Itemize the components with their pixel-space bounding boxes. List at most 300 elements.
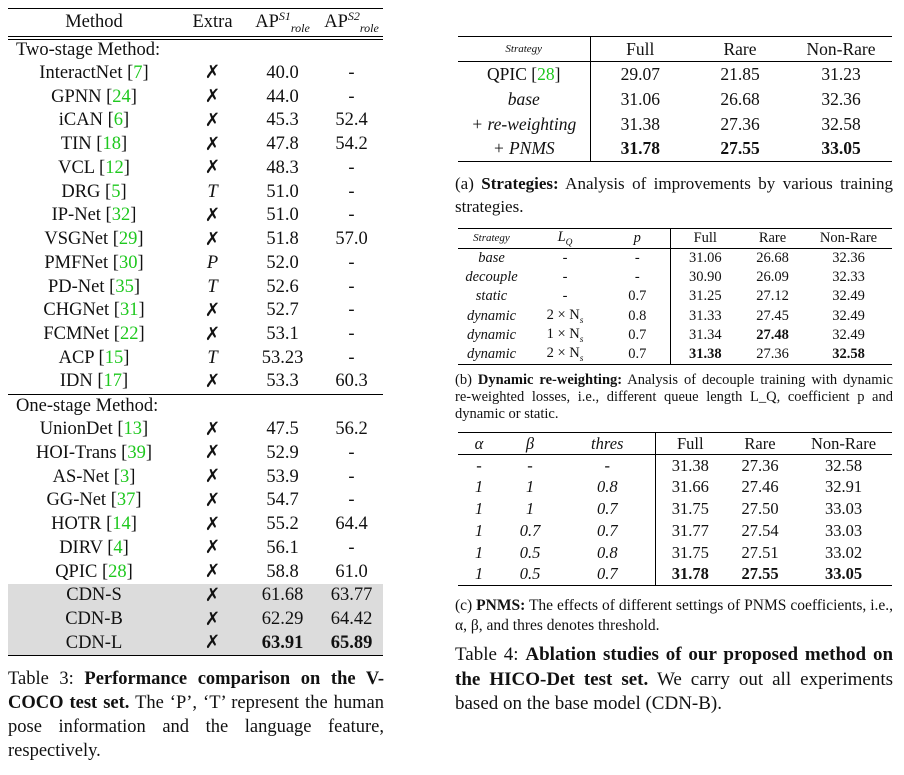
table-body <box>458 248 892 364</box>
method-cell: PMFNet [30] <box>44 252 144 273</box>
citation-link[interactable]: 24 <box>112 86 131 107</box>
citation-link[interactable]: 31 <box>119 300 139 321</box>
citation-link[interactable]: 39 <box>127 442 146 463</box>
table-row <box>8 537 383 561</box>
ap-s1-cell: 58.8 <box>266 561 299 582</box>
alpha-cell: 1 <box>474 520 484 540</box>
method-name: VCL <box>58 157 95 178</box>
strategy-name: base <box>507 88 540 109</box>
table-row <box>458 287 892 306</box>
thres-cell: 0.7 <box>560 563 655 585</box>
method-cell: DIRV [4] <box>59 537 129 558</box>
p-cell: 0.7 <box>605 326 670 345</box>
table-row <box>8 157 383 181</box>
method-name: TIN <box>60 134 92 155</box>
method-cell: PD-Net [35] <box>48 276 140 297</box>
caption-bold: Dynamic re-weighting: <box>477 372 623 388</box>
ap-s1-cell: 53.3 <box>266 371 299 392</box>
ap-s2-cell: - <box>348 324 355 345</box>
caption-text: Analysis of decouple training with dynamic re-weighted losses, i.e., different queue length L_Q, coefficient p and dynamic or static. <box>455 372 893 422</box>
caption-bold: Strategies: <box>481 174 559 193</box>
full-cell: 29.07 <box>620 63 660 84</box>
table3-caption <box>8 667 384 763</box>
thres-cell: 0.8 <box>560 476 655 498</box>
section-title: Two-stage Method: <box>16 40 161 61</box>
table-b-caption <box>455 372 893 423</box>
table-row <box>8 489 383 513</box>
strategy-cell: dynamic <box>466 327 517 344</box>
ap-s1-cell: 51.0 <box>266 205 299 226</box>
beta-cell: 1 <box>525 477 535 497</box>
method-cell: AS-Net [3] <box>52 466 136 487</box>
table-row <box>8 62 383 86</box>
sub-role: role <box>359 20 379 35</box>
method-name: ACP <box>58 347 94 368</box>
extra-cell: ✗ <box>204 514 221 535</box>
header-nonrare: Non-Rare <box>806 38 876 59</box>
ap-s1-cell: 51.8 <box>266 229 299 250</box>
beta-cell: - <box>527 455 533 475</box>
rare-cell: 27.50 <box>741 498 779 518</box>
method-cell: DRG [5] <box>61 181 127 202</box>
nonrare-cell: 32.58 <box>821 113 861 134</box>
strategy-name: + re-weighting <box>471 113 577 134</box>
nonrare-cell: 32.49 <box>832 327 865 344</box>
extra-cell: ✗ <box>204 562 221 583</box>
citation-link[interactable]: 30 <box>118 252 138 273</box>
rare-cell: 27.36 <box>720 113 760 134</box>
thres-cell: 0.8 <box>560 542 655 564</box>
alpha-cell: 1 <box>474 477 484 497</box>
header-row <box>458 433 892 455</box>
rare-cell: 27.48 <box>756 327 789 344</box>
extra-cell: ✗ <box>204 371 221 392</box>
p-cell: 0.8 <box>605 307 670 326</box>
method-name: GG-Net <box>46 490 107 511</box>
table-row <box>8 252 383 276</box>
full-cell: 31.77 <box>671 520 709 540</box>
ap-s2-cell: 60.3 <box>335 371 368 392</box>
method-cell: TIN [18] <box>60 134 128 155</box>
ap-s1-cell: 53.23 <box>261 347 304 368</box>
sup-s2: S2 <box>347 9 360 23</box>
citation-link[interactable]: 5 <box>111 181 121 202</box>
extra-cell: ✗ <box>204 110 221 131</box>
nonrare-cell: 33.05 <box>824 564 863 584</box>
header-nonrare: Non-Rare <box>810 433 877 453</box>
beta-cell: 0.7 <box>519 520 541 540</box>
table-row <box>8 608 383 632</box>
method-name: InteractNet <box>39 62 123 83</box>
nonrare-cell: 32.33 <box>832 268 865 285</box>
extra-cell: ✗ <box>180 632 245 656</box>
ap-s1-cell: 54.7 <box>266 490 299 511</box>
citation-link[interactable]: 6 <box>113 110 124 131</box>
method-cell: iCAN [6] <box>58 110 130 131</box>
ap-s1-cell: 52.9 <box>266 442 299 463</box>
table-row <box>8 442 383 466</box>
ap-s2-cell: - <box>348 252 355 273</box>
strategy-name: + PNMS <box>492 138 555 159</box>
rare-cell: 27.45 <box>756 307 789 324</box>
extra-cell: ✗ <box>204 134 221 155</box>
table-row <box>458 520 892 542</box>
ap-s1-cell: 51.0 <box>266 181 299 202</box>
ap-s2-cell: 54.2 <box>335 134 368 155</box>
table-row <box>8 370 383 394</box>
table-row <box>8 584 383 608</box>
lq-value: 1 × N <box>546 326 580 343</box>
full-cell: 31.25 <box>688 288 722 305</box>
caption-label: (b) <box>455 372 472 388</box>
strategy-cell: decouple <box>465 268 518 285</box>
citation-link[interactable]: 28 <box>537 63 555 84</box>
ap-s2-cell: - <box>348 276 355 297</box>
table-row <box>8 465 383 489</box>
method-cell: CHGNet [31] <box>43 300 145 321</box>
ap-s1-cell: 55.2 <box>266 514 299 535</box>
ap-s1-cell: 62.29 <box>245 608 320 632</box>
extra-cell: ✗ <box>180 584 245 608</box>
ap-s2-cell: - <box>348 537 355 558</box>
caption-text: We carry out all experiments based on the base model (CDN-B). <box>455 668 893 714</box>
strategy-cell: dynamic <box>466 346 517 363</box>
p-cell: - <box>605 268 670 287</box>
full-cell: 31.38 <box>688 346 722 363</box>
lq-value: - <box>562 249 568 266</box>
rare-cell: 27.36 <box>756 346 789 363</box>
header-beta: β <box>525 433 535 453</box>
table-row <box>8 632 383 656</box>
rare-cell: 27.51 <box>741 542 779 562</box>
full-cell: 31.06 <box>620 88 660 109</box>
method-name: CDN-L <box>65 632 123 653</box>
method-name: VSGNet <box>44 229 109 250</box>
table-row <box>8 275 383 299</box>
extra-cell: T <box>207 181 218 202</box>
nonrare-cell: 33.05 <box>821 138 861 159</box>
citation-link[interactable]: 3 <box>119 466 130 487</box>
ap-s2-cell: - <box>348 442 355 463</box>
table-row <box>458 498 892 520</box>
rare-cell: 27.46 <box>741 477 779 497</box>
nonrare-cell: 32.58 <box>832 346 865 363</box>
table-row <box>8 299 383 323</box>
ap-s1-cell: 45.3 <box>266 110 299 131</box>
p-cell: 0.7 <box>605 345 670 364</box>
extra-cell: ✗ <box>204 63 221 84</box>
header-lq <box>525 229 605 249</box>
method-cell: HOI-Trans [39] <box>36 442 152 463</box>
strategy-name: QPIC <box>487 63 527 84</box>
table-row <box>458 476 892 498</box>
beta-cell: 1 <box>525 498 535 518</box>
ap-s2-cell: 56.2 <box>335 419 368 440</box>
citation-link[interactable]: 35 <box>115 276 134 297</box>
table-row <box>8 85 383 109</box>
citation-link[interactable]: 4 <box>113 537 123 558</box>
lq-cell <box>525 248 605 267</box>
table-row <box>458 563 892 585</box>
ap-s1-cell: 53.1 <box>266 324 299 345</box>
nonrare-cell: 32.49 <box>832 307 865 324</box>
ap-s1-cell: 52.6 <box>266 276 299 297</box>
extra-cell: T <box>207 347 218 368</box>
rare-cell: 27.55 <box>720 138 760 159</box>
extra-cell: ✗ <box>204 324 221 345</box>
table4-caption <box>455 643 893 717</box>
method-name: iCAN <box>58 110 103 131</box>
table-row <box>458 112 892 137</box>
lq-value: - <box>562 288 568 305</box>
lq-subscript: s <box>579 335 584 346</box>
citation-link[interactable]: 28 <box>108 561 127 582</box>
full-cell: 31.33 <box>688 307 722 324</box>
method-name: CHGNet <box>43 300 110 321</box>
table-body <box>458 455 892 586</box>
ap-s1-cell: 61.68 <box>245 584 320 608</box>
header-nonrare: Non-Rare <box>819 229 878 246</box>
method-name: CDN-S <box>66 585 122 606</box>
rare-cell: 27.54 <box>741 520 779 540</box>
strategies-table <box>458 36 892 162</box>
extra-cell: ✗ <box>204 419 221 440</box>
ap-s1-cell: 56.1 <box>266 537 299 558</box>
ap-s2-cell: 61.0 <box>335 561 368 582</box>
nonrare-cell: 31.23 <box>821 63 861 84</box>
method-name: UnionDet <box>39 419 113 440</box>
full-cell: 30.90 <box>688 268 722 285</box>
citation-link[interactable]: 12 <box>105 157 124 178</box>
lq-cell <box>525 268 605 287</box>
lq-cell <box>525 345 605 364</box>
ap-s2-cell: - <box>348 205 355 226</box>
lq-value: 2 × N <box>546 306 580 323</box>
alpha-cell: 1 <box>474 542 484 562</box>
method-cell: UnionDet [13] <box>39 419 149 440</box>
nonrare-cell: 32.36 <box>821 88 861 109</box>
table-row <box>458 326 892 345</box>
citation-link[interactable]: 22 <box>119 324 139 345</box>
method-cell <box>8 584 180 608</box>
extra-cell: ✗ <box>204 205 221 226</box>
citation-link[interactable]: 7 <box>133 62 143 83</box>
pnms-table <box>458 432 892 586</box>
caption-text: Analysis of improvements by various training strategies. <box>455 174 894 216</box>
nonrare-cell: 32.36 <box>832 249 865 266</box>
alpha-cell: 1 <box>474 564 484 584</box>
nonrare-cell: 32.58 <box>824 455 863 475</box>
strategy-cell <box>458 112 590 137</box>
caption-bold: Performance comparison on the V-COCO test set. <box>8 669 385 713</box>
header-row <box>8 9 383 38</box>
extra-cell: ✗ <box>204 538 221 559</box>
table-row <box>8 109 383 133</box>
method-name: FCMNet <box>43 324 110 345</box>
ap-s2-cell: 64.4 <box>335 514 368 535</box>
method-name: QPIC <box>55 561 98 582</box>
ap-s2-cell: - <box>348 181 355 202</box>
header-ap-s2 <box>320 9 383 38</box>
table-row <box>8 513 383 537</box>
method-cell <box>8 632 180 656</box>
section-title: One-stage Method: <box>8 394 383 418</box>
full-cell: 31.38 <box>620 113 660 134</box>
nonrare-cell: 32.49 <box>832 288 865 305</box>
table-row <box>8 228 383 252</box>
ap-s1-cell: 48.3 <box>266 157 299 178</box>
method-name: PMFNet <box>44 252 109 273</box>
ap-s2-cell: - <box>348 157 355 178</box>
citation-link[interactable]: 17 <box>103 371 122 392</box>
method-name: DIRV <box>59 537 103 558</box>
method-name: AS-Net <box>52 466 110 487</box>
ap-s2-cell: 63.77 <box>320 584 383 608</box>
table-body <box>8 38 383 656</box>
table-row <box>8 133 383 157</box>
header-strategy: Strategy <box>458 37 590 62</box>
strategy-cell: base <box>478 249 505 266</box>
extra-cell: ✗ <box>204 490 221 511</box>
method-cell: ACP [15] <box>58 347 130 368</box>
lq-subscript: s <box>579 315 584 326</box>
header-full: Full <box>676 433 704 453</box>
header-rare: Rare <box>744 433 776 453</box>
thres-cell: - <box>560 455 655 477</box>
method-name: IDN <box>59 371 93 392</box>
citation-link[interactable]: 29 <box>118 229 138 250</box>
thres-cell: 0.7 <box>560 498 655 520</box>
full-cell: 31.78 <box>671 564 709 584</box>
full-cell: 31.06 <box>688 249 722 266</box>
header-row <box>458 229 892 249</box>
beta-cell: 0.5 <box>519 564 541 584</box>
caption-label: Table 3: <box>8 669 74 689</box>
strategy-cell: static <box>475 288 508 305</box>
caption-label: (a) <box>455 174 474 193</box>
header-full: Full <box>693 229 717 246</box>
beta-cell: 0.5 <box>519 542 541 562</box>
header-strategy: Strategy <box>473 232 510 245</box>
table-row <box>458 248 892 267</box>
citation-link[interactable]: 13 <box>123 419 143 440</box>
method-cell: InteractNet [7] <box>39 62 149 83</box>
extra-cell: ✗ <box>204 467 221 488</box>
header-p: p <box>605 229 670 249</box>
method-cell <box>8 608 180 632</box>
rare-cell: 26.68 <box>720 88 760 109</box>
strategy-cell: QPIC [28] <box>458 62 590 87</box>
method-cell: VSGNet [29] <box>44 229 144 250</box>
alpha-cell: 1 <box>474 498 484 518</box>
header-rare: Rare <box>723 38 757 59</box>
header-rare: Rare <box>758 229 787 246</box>
ap-s2-cell: - <box>348 62 355 83</box>
method-cell: IDN [17] <box>59 371 129 392</box>
table-row <box>458 345 892 364</box>
table-row <box>458 87 892 112</box>
method-name: GPNN <box>51 86 102 107</box>
full-cell: 31.75 <box>671 498 709 518</box>
sub-role: role <box>290 20 310 35</box>
vcoco-performance-table <box>8 8 383 656</box>
table-row <box>458 542 892 564</box>
caption-label: Table 4: <box>455 644 519 665</box>
method-cell: IP-Net [32] <box>51 205 137 226</box>
method-name: HOTR <box>51 514 102 535</box>
citation-link[interactable]: 37 <box>116 490 136 511</box>
ap-s2-cell: - <box>348 466 355 487</box>
strategy-cell: dynamic <box>466 307 517 324</box>
header-thres: thres <box>560 433 655 455</box>
full-cell: 31.34 <box>688 327 722 344</box>
table-row <box>8 347 383 371</box>
citation-link[interactable]: 32 <box>111 205 131 226</box>
alpha-cell: - <box>476 455 482 475</box>
header-method: Method <box>65 11 123 32</box>
full-cell: 31.38 <box>671 455 709 475</box>
strategy-cell <box>458 87 590 112</box>
lq-cell <box>525 326 605 345</box>
method-name: HOI-Trans <box>36 442 117 463</box>
table-a-caption <box>455 172 893 218</box>
lq-value: 2 × N <box>546 345 580 362</box>
thres-cell: 0.7 <box>560 520 655 542</box>
lq-cell <box>525 307 605 326</box>
citation-link[interactable]: 15 <box>104 347 124 368</box>
nonrare-cell: 33.03 <box>824 520 863 540</box>
nonrare-cell: 33.02 <box>824 542 863 562</box>
ap-s2-cell: - <box>348 86 355 107</box>
rare-cell: 27.36 <box>741 455 779 475</box>
extra-cell: ✗ <box>180 608 245 632</box>
strategy-cell <box>458 137 590 162</box>
citation-link[interactable]: 18 <box>102 134 121 155</box>
extra-cell: P <box>206 252 219 273</box>
table-row <box>8 180 383 204</box>
ap-s2-cell: - <box>348 347 355 368</box>
table-body <box>458 62 892 162</box>
full-cell: 31.75 <box>671 542 709 562</box>
method-name: PD-Net <box>48 276 105 297</box>
lq-value: - <box>562 268 568 285</box>
header-row <box>458 37 892 62</box>
table-row <box>8 323 383 347</box>
header-ap-s1 <box>245 9 320 38</box>
ap-s2-cell: - <box>348 490 355 511</box>
nonrare-cell: 32.91 <box>824 477 863 497</box>
method-cell: QPIC [28] <box>55 561 133 582</box>
ap-s1-cell: 44.0 <box>266 86 299 107</box>
header-full: Full <box>626 38 655 59</box>
full-cell: 31.66 <box>671 477 709 497</box>
table-row <box>458 268 892 287</box>
table-row <box>8 418 383 442</box>
method-name: CDN-B <box>65 609 123 630</box>
ap-s2-cell: 65.89 <box>320 632 383 656</box>
method-cell: FCMNet [22] <box>43 324 145 345</box>
rare-cell: 26.09 <box>756 268 789 285</box>
extra-cell: ✗ <box>204 158 221 179</box>
ap-label: AP <box>255 12 279 33</box>
extra-cell: ✗ <box>204 300 221 321</box>
table-row <box>8 560 383 584</box>
p-cell: - <box>605 248 670 267</box>
citation-link[interactable]: 14 <box>112 514 131 535</box>
ap-s1-cell: 47.8 <box>266 134 299 155</box>
ap-s2-cell: 57.0 <box>335 229 368 250</box>
rare-cell: 21.85 <box>720 63 760 84</box>
